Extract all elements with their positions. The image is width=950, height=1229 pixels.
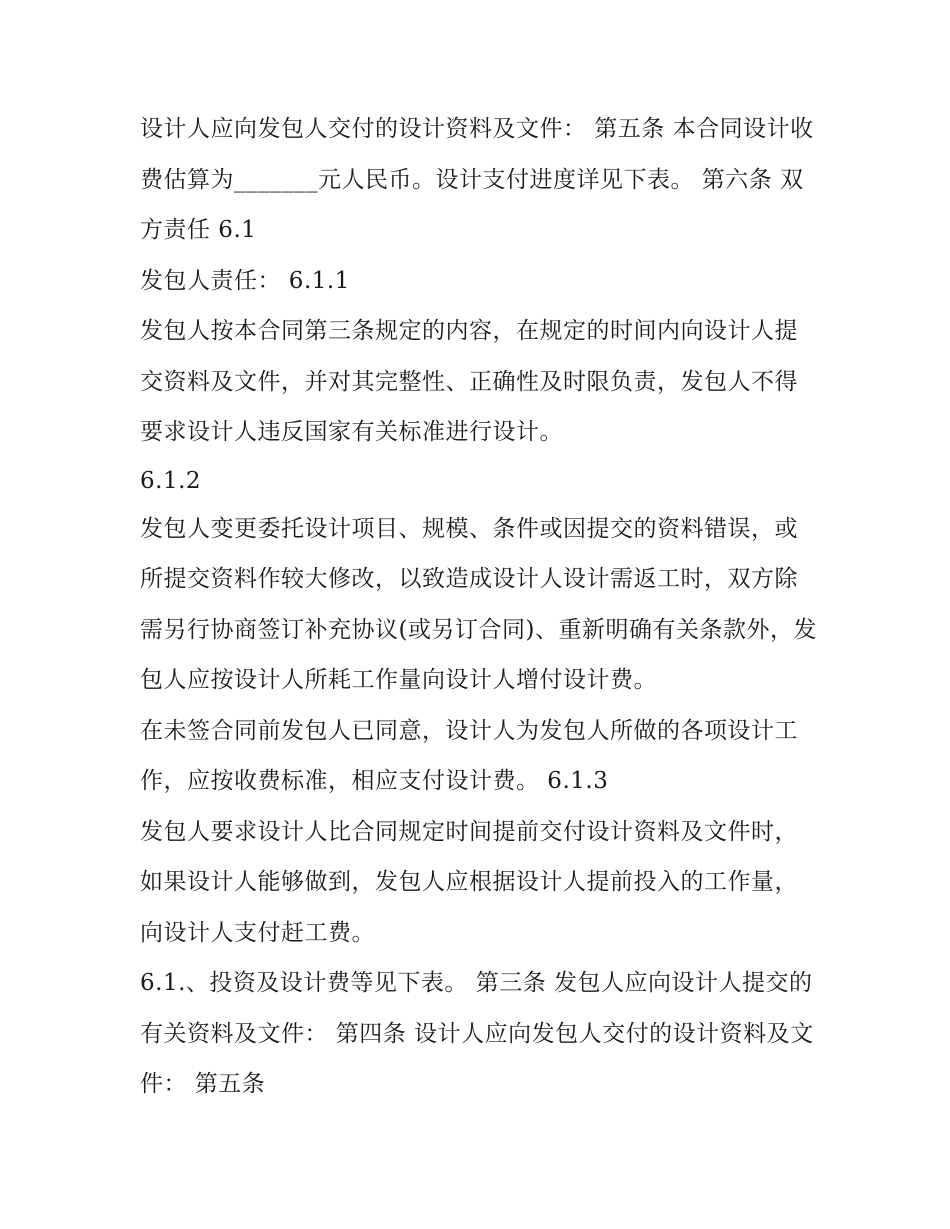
paragraph-design-fee: 设计人应向发包人交付的设计资料及文件： 第五条 本合同设计收费估算为_______元人民币。设计支付进度详见下表。 第六条 双方责任 6.1 (140, 116, 814, 243)
paragraph-clause-6-1-1: 发包人按本合同第三条规定的内容，在规定的时间内向设计人提交资料及文件，并对其完整性、正确性及时限负责，发包人不得要求设计人违反国家有关标准进行设计。 (140, 318, 798, 445)
document-body (140, 104, 820, 1110)
paragraph-clause-6-1-2: 发包人变更委托设计项目、规模、条件或因提交的资料错误，或所提交资料作较大修改，以致造成设计人设计需返工时，双方除需另行协商签订补充协议(或另订合同)、重新明确有关条款外，发包人应按设计人所耗工作量向设计人增付设计费。 (140, 515, 817, 693)
paragraph-employer-duty-heading: 发包人责任： 6.1.1 (140, 267, 350, 294)
paragraph-clause-6-1-2-number: 6.1.2 (140, 467, 202, 494)
paragraph-pre-contract-work: 在未签合同前发包人已同意，设计人为发包人所做的各项设计工作，应按收费标准，相应支付设计费。 6.1.3 (140, 717, 798, 794)
paragraph-investment-fee: 6.1.、投资及设计费等见下表。 第三条 发包人应向设计人提交的有关资料及文件： 第四条 设计人应向发包人交付的设计资料及文件： 第五条 (140, 970, 814, 1097)
paragraph-clause-6-1-3: 发包人要求设计人比合同规定时间提前交付设计资料及文件时，如果设计人能够做到，发包人应根据设计人提前投入的工作量，向设计人支付赶工费。 (140, 818, 798, 946)
